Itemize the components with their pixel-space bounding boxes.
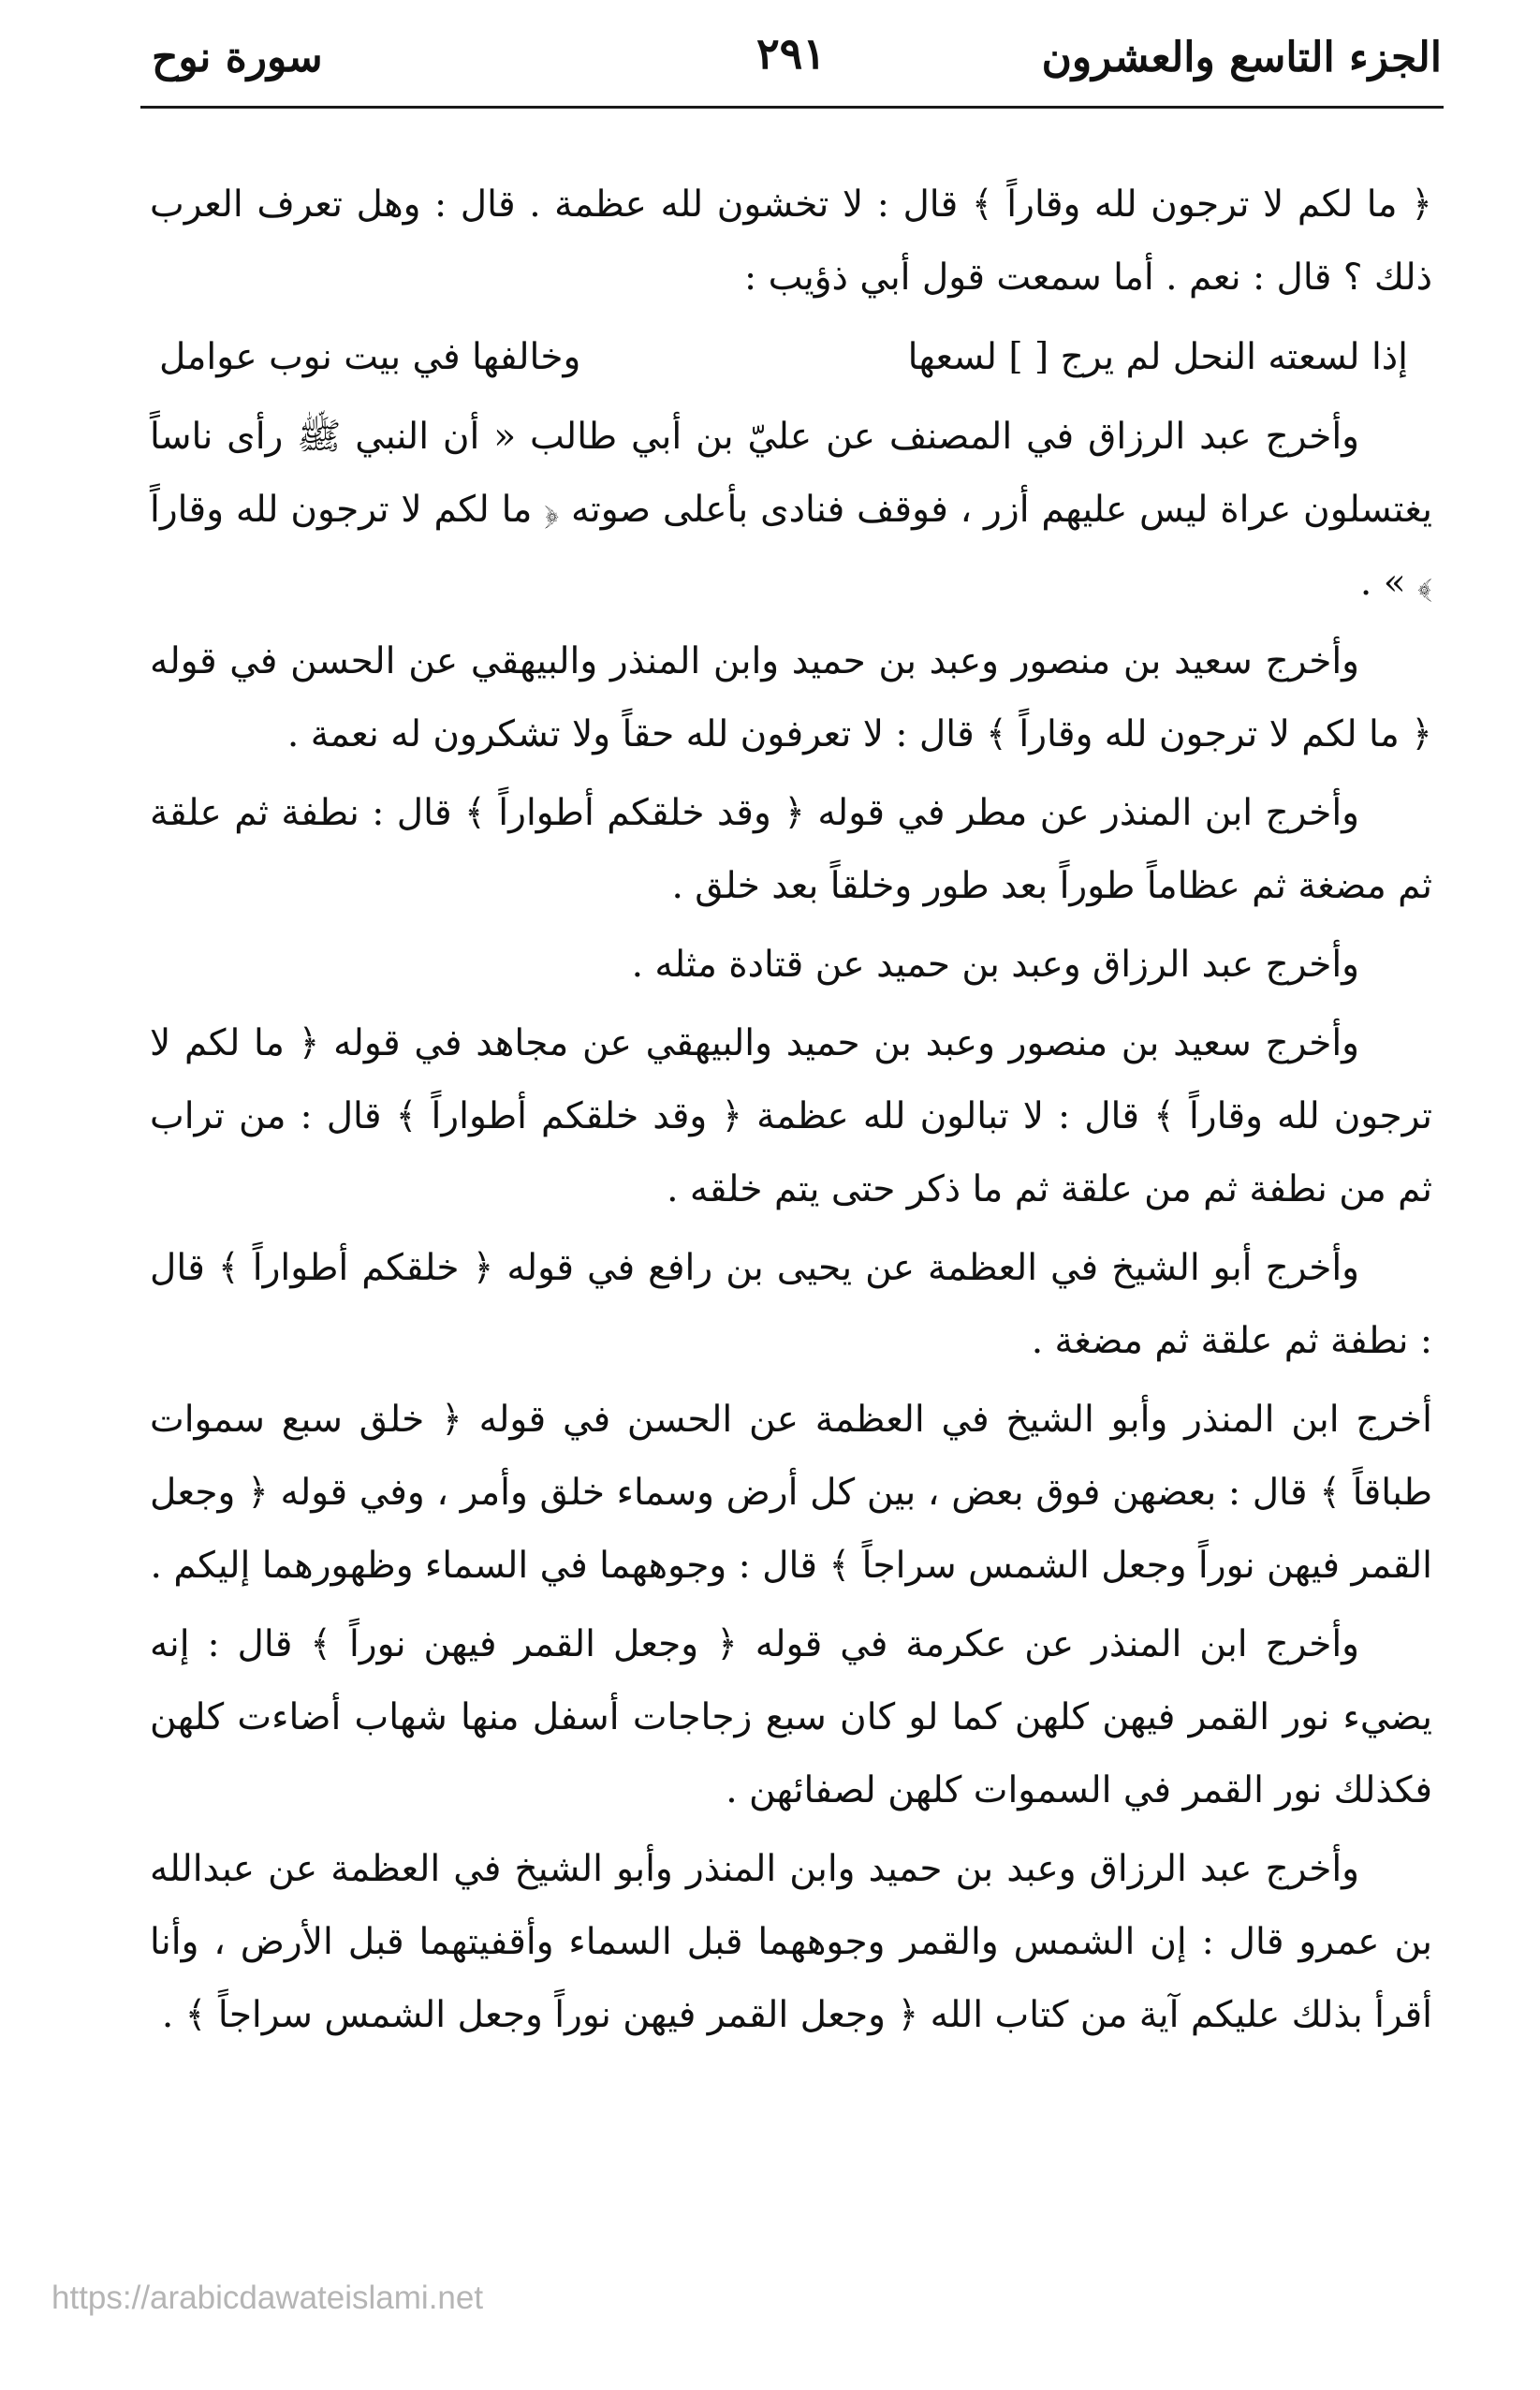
verse-second-hemistich: وخالفها في بيت نوب عوامل — [159, 336, 581, 378]
part-label: الجزء التاسع والعشرون — [1041, 34, 1442, 81]
surah-label: سورة نوح — [152, 34, 323, 81]
paragraph-7: وأخرج أبو الشيخ في العظمة عن يحيى بن رافع في قوله ﴿ خلقكم أطواراً ﴾ قال : نطفة ثم علقة ثم مضغة . — [150, 1247, 1432, 1362]
page-header — [140, 28, 1442, 95]
header-divider — [140, 106, 1444, 109]
poetry-verse — [150, 320, 1432, 401]
paragraph-4: وأخرج ابن المنذر عن مطر في قوله ﴿ وقد خلقكم أطواراً ﴾ قال : نطفة ثم علقة ثم مضغة ثم عظاماً طوراً بعد طور وخلقاً بعد خلق . — [150, 792, 1432, 907]
paragraph-10: وأخرج عبد الرزاق وعبد بن حميد وابن المنذر وأبو الشيخ في العظمة عن عبدالله بن عمرو قال : إن الشمس والقمر وجوههما قبل السماء وأقفيتهما قبل الأرض ، وأنا أقرأ بذلك عليكم آية من كتاب الله ﴿ وجعل القمر فيهن نوراً وجعل الشمس سراجاً ﴾ . — [150, 1848, 1432, 2036]
page-number: ٢٩١ — [755, 28, 827, 79]
paragraph-1: ﴿ ما لكم لا ترجون لله وقاراً ﴾ قال : لا تخشون لله عظمة . قال : وهل تعرف العرب ذلك ؟ قال : نعم . أما سمعت قول أبي ذؤيب : — [150, 183, 1432, 299]
watermark-url: https://arabicdawateislami.net — [51, 2280, 484, 2316]
paragraph-8: أخرج ابن المنذر وأبو الشيخ في العظمة عن الحسن في قوله ﴿ خلق سبع سموات طباقاً ﴾ قال : بعضهن فوق بعض ، بين كل أرض وسماء خلق وأمر ، وفي قوله ﴿ وجعل القمر فيهن نوراً وجعل الشمس سراجاً ﴾ قال : وجوههما في السماء وظهورهما إليكم . — [150, 1399, 1432, 1587]
paragraph-9: وأخرج ابن المنذر عن عكرمة في قوله ﴿ وجعل القمر فيهن نوراً ﴾ قال : إنه يضيء نور القمر فيهن كلهن كما لو كان سبع زجاجات أسفل منها شهاب أضاءت كلهن فكذلك نور القمر في السموات كلهن لصفائهن . — [150, 1623, 1432, 1811]
paragraph-6: وأخرج سعيد بن منصور وعبد بن حميد والبيهقي عن مجاهد في قوله ﴿ ما لكم لا ترجون لله وقاراً ﴾ قال : لا تبالون لله عظمة ﴿ وقد خلقكم أطواراً ﴾ قال : من تراب ثم من نطفة ثم من علقة ثم ما ذكر حتى يتم خلقه . — [150, 1022, 1432, 1210]
page-body — [150, 169, 1432, 2058]
verse-first-hemistich: إذا لسعته النحل لم يرج [ ] لسعها — [907, 336, 1408, 378]
paragraph-3: وأخرج سعيد بن منصور وعبد بن حميد وابن المنذر والبيهقي عن الحسن في قوله ﴿ ما لكم لا ترجون لله وقاراً ﴾ قال : لا تعرفون لله حقاً ولا تشكرون له نعمة . — [150, 640, 1432, 755]
paragraph-2: وأخرج عبد الرزاق في المصنف عن عليّ بن أبي طالب « أن النبي ﷺ رأى ناساً يغتسلون عراة ليس عليهم أزر ، فوقف فنادى بأعلى صوته ﴿ ما لكم لا ترجون لله وقاراً ﴾ » . — [150, 416, 1432, 604]
paragraph-5: وأخرج عبد الرزاق وعبد بن حميد عن قتادة مثله . — [631, 944, 1359, 986]
